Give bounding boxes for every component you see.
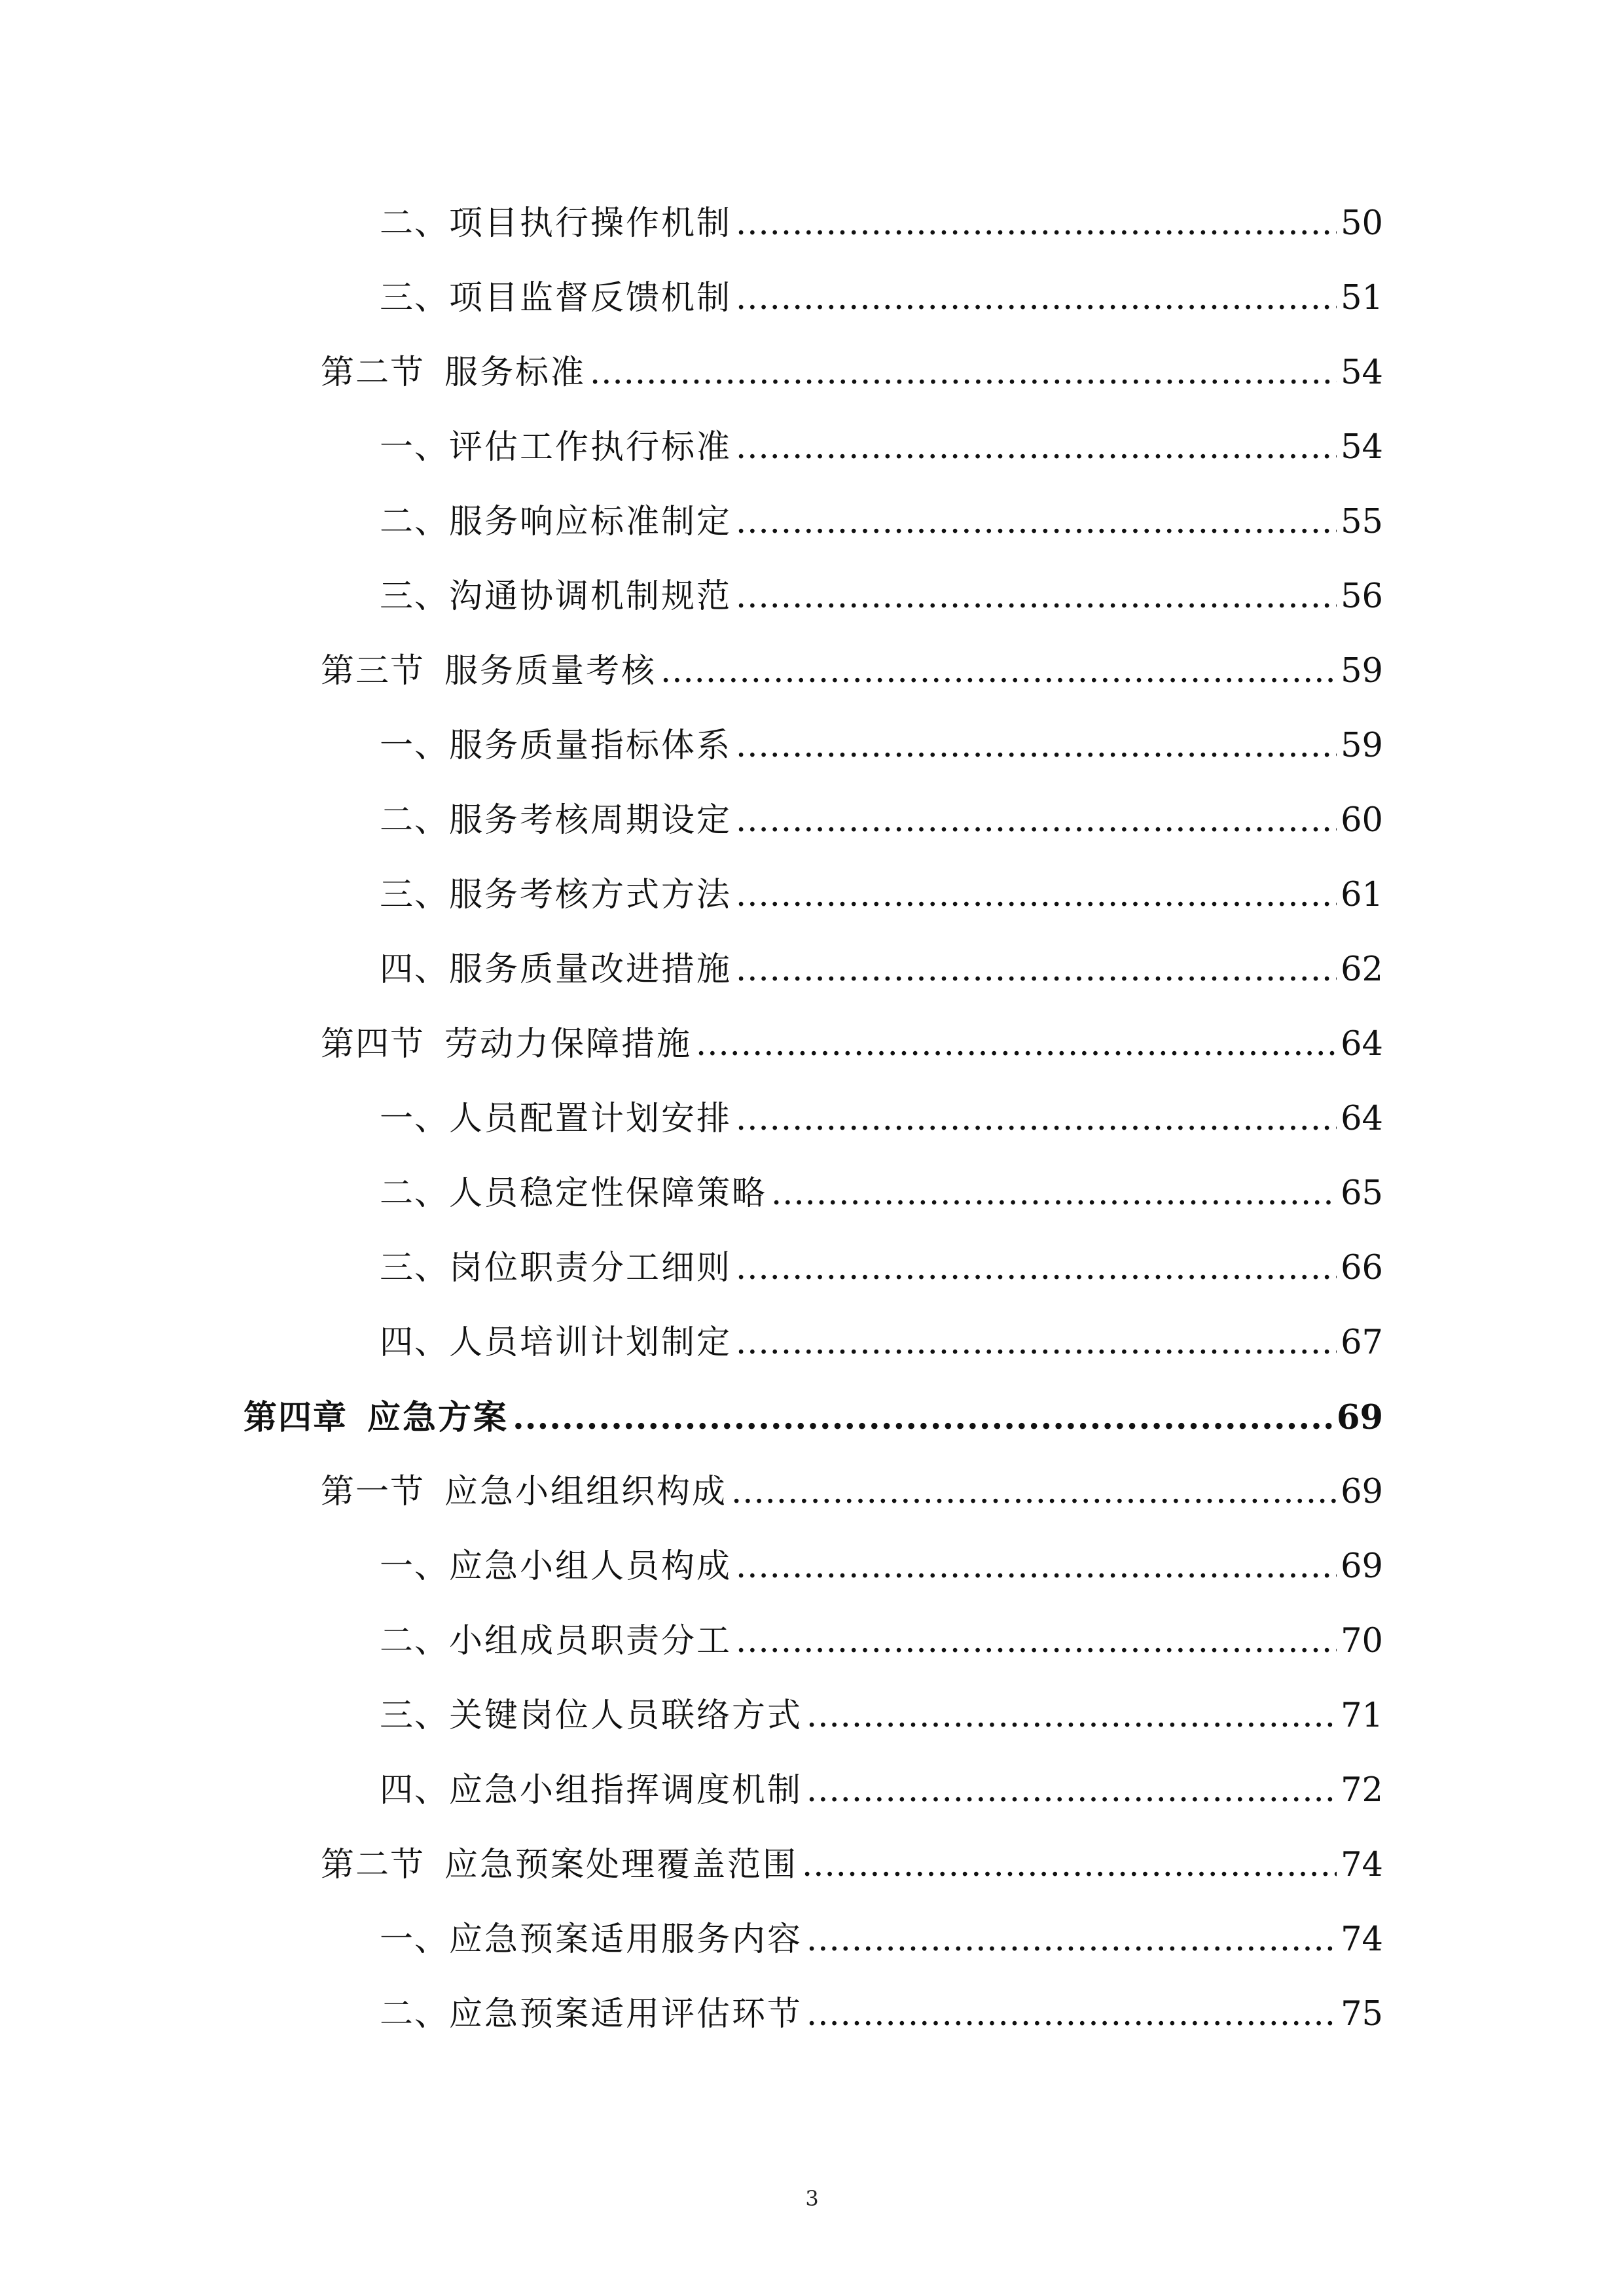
toc-entry-page: 60 bbox=[1341, 801, 1383, 840]
toc-entry-prefix: 第四节 bbox=[321, 1025, 425, 1064]
toc-entry-title: 沟通协调机制规范 bbox=[449, 577, 732, 616]
toc-entry-page: 74 bbox=[1341, 1846, 1383, 1884]
toc-entry-title: 应急小组人员构成 bbox=[449, 1547, 732, 1586]
toc-entry[interactable] bbox=[380, 1615, 1383, 1668]
dot-leader bbox=[736, 496, 1337, 548]
toc-entry-page: 69 bbox=[1341, 1473, 1383, 1511]
toc-entry[interactable] bbox=[380, 272, 1383, 325]
toc-entry-title: 服务质量改进措施 bbox=[449, 950, 732, 989]
toc-entry-prefix: 二、 bbox=[380, 1622, 450, 1660]
toc-entry-page: 64 bbox=[1341, 1100, 1383, 1138]
toc-entry-prefix: 一、 bbox=[380, 428, 450, 467]
toc-entry-page: 65 bbox=[1341, 1174, 1383, 1213]
dot-leader bbox=[806, 1988, 1337, 2041]
toc-entry[interactable] bbox=[380, 1541, 1383, 1593]
toc-entry-title: 项目监督反馈机制 bbox=[449, 279, 732, 317]
toc-entry[interactable] bbox=[321, 1839, 1383, 1892]
dot-leader bbox=[736, 571, 1337, 623]
toc-entry-prefix: 第一节 bbox=[321, 1473, 425, 1511]
toc-entry-title: 评估工作执行标准 bbox=[449, 428, 732, 467]
toc-entry-page: 59 bbox=[1341, 726, 1383, 765]
toc-entry-title: 人员配置计划安排 bbox=[449, 1100, 732, 1138]
dot-leader bbox=[736, 1615, 1337, 1668]
dot-leader bbox=[736, 272, 1337, 325]
toc-entry-prefix: 二、 bbox=[380, 801, 450, 840]
toc-entry[interactable] bbox=[380, 869, 1383, 922]
toc-entry-title: 项目执行操作机制 bbox=[449, 204, 732, 243]
toc-entry-title: 人员培训计划制定 bbox=[449, 1323, 732, 1362]
dot-leader bbox=[806, 1914, 1337, 1966]
toc-entry-page: 59 bbox=[1341, 652, 1383, 691]
toc-entry-prefix: 三、 bbox=[380, 1696, 450, 1735]
dot-leader bbox=[513, 1391, 1333, 1444]
toc-entry-prefix: 一、 bbox=[380, 1100, 450, 1138]
toc-entry[interactable] bbox=[321, 1466, 1383, 1518]
toc-entry-page: 62 bbox=[1341, 950, 1383, 989]
toc-entry-prefix: 二、 bbox=[380, 204, 450, 243]
toc-entry-title: 应急方案 bbox=[367, 1398, 509, 1437]
toc-entry-prefix: 第二节 bbox=[321, 1846, 425, 1884]
toc-entry-title: 应急预案处理覆盖范围 bbox=[444, 1846, 799, 1884]
toc-entry-title: 服务质量考核 bbox=[444, 652, 657, 691]
toc-entry-page: 74 bbox=[1341, 1920, 1383, 1959]
dot-leader bbox=[736, 1242, 1337, 1295]
toc-entry-prefix: 第三节 bbox=[321, 652, 425, 691]
toc-entry[interactable] bbox=[380, 944, 1383, 996]
toc-entry[interactable] bbox=[380, 1317, 1383, 1369]
toc-entry-prefix: 三、 bbox=[380, 876, 450, 914]
toc-entry-title: 服务质量指标体系 bbox=[449, 726, 732, 765]
toc-entry-prefix: 三、 bbox=[380, 279, 450, 317]
toc-entry-prefix: 三、 bbox=[380, 1249, 450, 1287]
toc-entry-page: 70 bbox=[1341, 1622, 1383, 1660]
toc-entry-title: 小组成员职责分工 bbox=[449, 1622, 732, 1660]
toc-entry-prefix: 第二节 bbox=[321, 353, 425, 392]
dot-leader bbox=[736, 422, 1337, 474]
toc-entry-page: 64 bbox=[1341, 1025, 1383, 1064]
toc-entry-page: 71 bbox=[1341, 1696, 1383, 1735]
toc-entry-title: 服务考核方式方法 bbox=[449, 876, 732, 914]
toc-entry-page: 69 bbox=[1337, 1398, 1383, 1437]
toc-entry-page: 61 bbox=[1341, 876, 1383, 914]
toc-entry-page: 55 bbox=[1341, 503, 1383, 541]
toc-entry-page: 56 bbox=[1341, 577, 1383, 616]
toc-entry-prefix: 二、 bbox=[380, 1995, 450, 2034]
toc-entry-title: 服务考核周期设定 bbox=[449, 801, 732, 840]
toc-entry-prefix: 第四章 bbox=[244, 1398, 348, 1437]
toc-entry-page: 54 bbox=[1341, 353, 1383, 392]
toc-entry-prefix: 四、 bbox=[380, 950, 450, 989]
toc-entry[interactable] bbox=[380, 496, 1383, 548]
dot-leader bbox=[590, 347, 1337, 399]
toc-entry-prefix: 二、 bbox=[380, 503, 450, 541]
toc-entry-page: 69 bbox=[1341, 1547, 1383, 1586]
toc-entry-title: 服务响应标准制定 bbox=[449, 503, 732, 541]
toc-entry-page: 67 bbox=[1341, 1323, 1383, 1362]
toc-entry[interactable] bbox=[380, 1093, 1383, 1145]
toc-entry[interactable] bbox=[380, 1690, 1383, 1742]
toc-entry-title: 应急预案适用服务内容 bbox=[449, 1920, 803, 1959]
dot-leader bbox=[736, 198, 1337, 250]
dot-leader bbox=[731, 1466, 1337, 1518]
toc-entry-prefix: 四、 bbox=[380, 1323, 450, 1362]
toc-entry[interactable] bbox=[380, 1242, 1383, 1295]
toc-entry-page: 72 bbox=[1341, 1771, 1383, 1810]
toc-entry-title: 劳动力保障措施 bbox=[444, 1025, 693, 1064]
dot-leader bbox=[660, 645, 1337, 698]
toc-entry[interactable] bbox=[321, 1018, 1383, 1071]
toc-entry-title: 应急小组组织构成 bbox=[444, 1473, 728, 1511]
toc-entry[interactable] bbox=[380, 1988, 1383, 2041]
toc-entry-page: 54 bbox=[1341, 428, 1383, 467]
toc-entry[interactable] bbox=[380, 1168, 1383, 1220]
toc-entry[interactable] bbox=[380, 720, 1383, 772]
toc-entry[interactable] bbox=[380, 1914, 1383, 1966]
toc-entry[interactable] bbox=[380, 1765, 1383, 1817]
toc-entry-page: 66 bbox=[1341, 1249, 1383, 1287]
dot-leader bbox=[736, 1317, 1337, 1369]
toc-entry-title: 关键岗位人员联络方式 bbox=[449, 1696, 803, 1735]
dot-leader bbox=[736, 795, 1337, 847]
toc-entry[interactable] bbox=[380, 198, 1383, 250]
toc-entry-prefix: 四、 bbox=[380, 1771, 450, 1810]
toc-entry-page: 51 bbox=[1341, 279, 1383, 317]
toc-entry[interactable] bbox=[321, 347, 1383, 399]
toc-entry-prefix: 一、 bbox=[380, 726, 450, 765]
toc-entry-title: 应急预案适用评估环节 bbox=[449, 1995, 803, 2034]
toc-entry[interactable] bbox=[321, 645, 1383, 698]
toc-entry-title: 应急小组指挥调度机制 bbox=[449, 1771, 803, 1810]
toc-entry-prefix: 二、 bbox=[380, 1174, 450, 1213]
toc-entry[interactable] bbox=[380, 422, 1383, 474]
toc-entry-title: 岗位职责分工细则 bbox=[449, 1249, 732, 1287]
toc-entry-title: 服务标准 bbox=[444, 353, 586, 392]
toc-entry-prefix: 一、 bbox=[380, 1920, 450, 1959]
toc-entry-prefix: 三、 bbox=[380, 577, 450, 616]
dot-leader bbox=[806, 1765, 1337, 1817]
toc-entry-page: 75 bbox=[1341, 1995, 1383, 2034]
page-number: 3 bbox=[805, 2186, 819, 2211]
dot-leader bbox=[736, 720, 1337, 772]
dot-leader bbox=[736, 1541, 1337, 1593]
dot-leader bbox=[806, 1690, 1337, 1742]
dot-leader bbox=[736, 869, 1337, 922]
toc-entry-prefix: 一、 bbox=[380, 1547, 450, 1586]
dot-leader bbox=[736, 944, 1337, 996]
toc-entry[interactable] bbox=[244, 1391, 1383, 1444]
toc-entry-title: 人员稳定性保障策略 bbox=[449, 1174, 768, 1213]
dot-leader bbox=[696, 1018, 1337, 1071]
toc-entry-page: 50 bbox=[1341, 204, 1383, 243]
toc-entry[interactable] bbox=[380, 795, 1383, 847]
dot-leader bbox=[802, 1839, 1337, 1892]
dot-leader bbox=[771, 1168, 1337, 1220]
dot-leader bbox=[736, 1093, 1337, 1145]
toc-entry[interactable] bbox=[380, 571, 1383, 623]
